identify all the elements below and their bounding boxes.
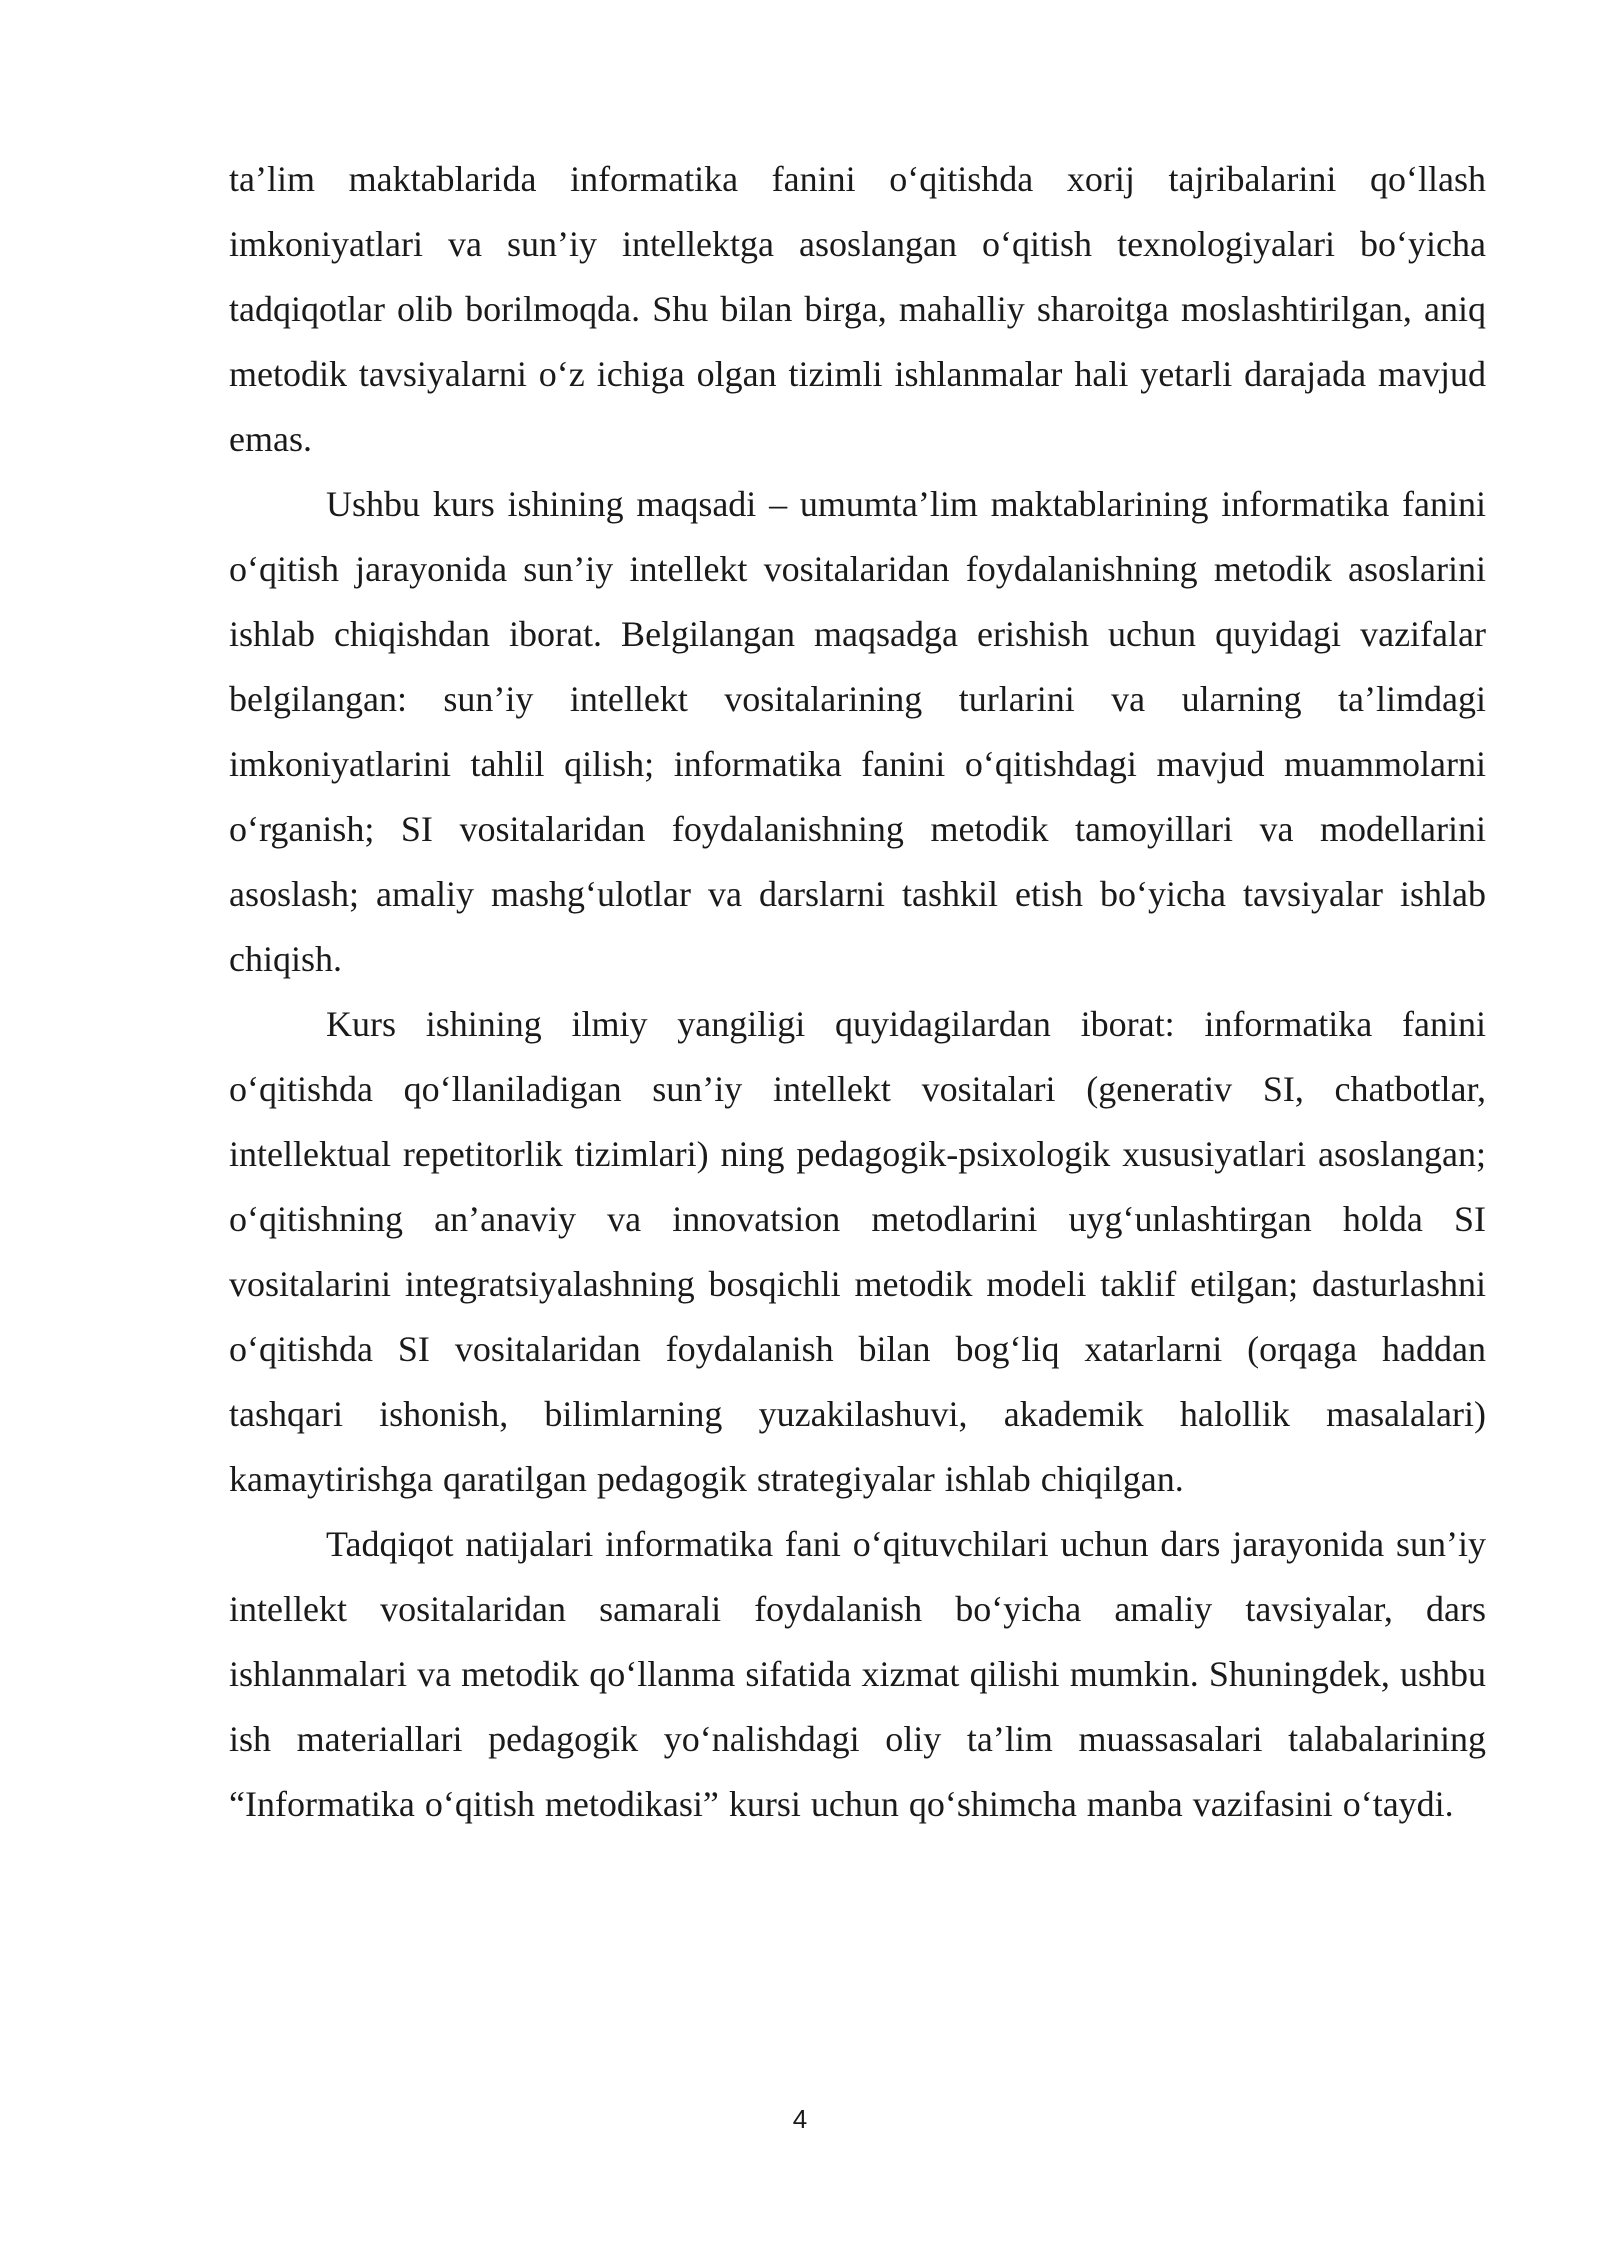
- paragraph-continuation: ta’lim maktablarida informatika fanini o‘qitishda xorij tajribalarini qo‘llash imkoniyatlari va sun’iy intellektga asoslangan o‘qitish texnologiyalari bo‘yicha tadqiqotlar olib borilmoqda. Shu bilan birga, mahalliy sharoitga moslashtirilgan, aniq metodik tavsiyalarni o‘z ichiga olgan tizimli ishlanmalar hali yetarli darajada mavjud emas.: [229, 159, 1486, 459]
- paragraph-course-goal: Ushbu kurs ishining maqsadi – umumta’lim maktablarining informatika fanini o‘qitish jarayonida sun’iy intellekt vositalaridan foydalanishning metodik asoslarini ishlab chiqishdan iborat. Belgilangan maqsadga erishish uchun quyidagi vazifalar belgilangan: sun’iy intellekt vositalarining turlarini va ularning ta’limdagi imkoniyatlarini tahlil qilish; informatika fanini o‘qitishdagi mavjud muammolarni o‘rganish; SI vositalaridan foydalanishning metodik tamoyillari va modellarini asoslash; amaliy mashg‘ulotlar va darslarni tashkil etish bo‘yicha tavsiyalar ishlab chiqish.: [229, 484, 1486, 979]
- body-text: [229, 147, 1486, 1837]
- paragraph-practical-significance: Tadqiqot natijalari informatika fani o‘qituvchilari uchun dars jarayonida sun’iy intellekt vositalaridan samarali foydalanish bo‘yicha amaliy tavsiyalar, dars ishlanmalari va metodik qo‘llanma sifatida xizmat qilishi mumkin. Shuningdek, ushbu ish materiallari pedagogik yo‘nalishdagi oliy ta’lim muassasalari talabalarining “Informatika o‘qitish metodikasi” kursi uchun qo‘shimcha manba vazifasini o‘taydi.: [229, 1524, 1486, 1824]
- page-number: 4: [792, 2104, 808, 2134]
- paragraph-scientific-novelty: Kurs ishining ilmiy yangiligi quyidagilardan iborat: informatika fanini o‘qitishda qo‘llaniladigan sun’iy intellekt vositalari (generativ SI, chatbotlar, intellektual repetitorlik tizimlari) ning pedagogik-psixologik xususiyatlari asoslangan; o‘qitishning an’anaviy va innovatsion metodlarini uyg‘unlashtirgan holda SI vositalarini integratsiyalashning bosqichli metodik modeli taklif etilgan; dasturlashni o‘qitishda SI vositalaridan foydalanish bilan bog‘liq xatarlarni (orqaga haddan tashqari ishonish, bilimlarning yuzakilashuvi, akademik halollik masalalari) kamaytirishga qaratilgan pedagogik strategiyalar ishlab chiqilgan.: [229, 1004, 1486, 1499]
